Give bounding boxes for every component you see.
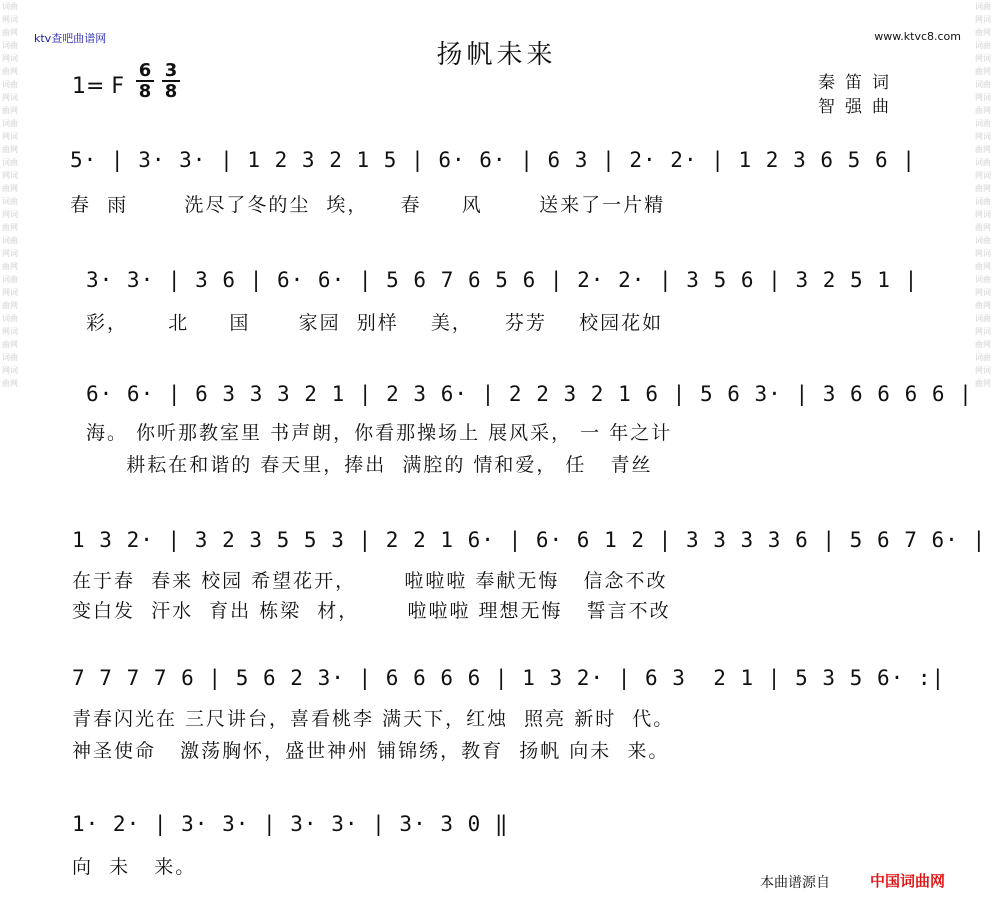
lyricist-credit: 秦笛词 <box>818 73 899 93</box>
system-4-lyrics-verse-2: 变白发 汗水 育出 栋梁 材， 啦啦啦 理想无悔 誓言不改 <box>72 600 671 622</box>
site-watermark-left: ktv查吧曲谱网 <box>34 32 107 45</box>
time-signature-2 <box>162 62 180 100</box>
system-2-notes: 3· 3· | 3 6 | 6· 6· | 5 6 7 6 5 6 | 2· 2· | 3 5 6 | 3 2 5 1 | <box>86 268 919 292</box>
time-signature-1 <box>136 62 154 100</box>
system-3-lyrics-verse-1: 海。 你听那教室里 书声朗，你看那操场上 展风采， 一 年之计 <box>86 422 673 444</box>
system-3-notes: 6· 6· | 6 3 3 3 2 1 | 2 3 6· | 2 2 3 2 1 6 | 5 6 3· | 3 6 6 6 6 | <box>86 382 973 406</box>
system-5-lyrics-verse-1: 青春闪光在 三尺讲台，喜看桃李 满天下，红烛 照亮 新时 代。 <box>72 708 675 730</box>
time-signature-1-bottom: 8 <box>138 81 152 102</box>
system-6-lyrics-verse-1: 向 未 来。 <box>72 856 197 878</box>
time-signature-2-bottom: 8 <box>164 81 178 102</box>
system-5-notes: 7 7 7 7 6 | 5 6 2 3· | 6 6 6 6 | 1 3 2· | 6 3 2 1 | 5 3 5 6· :| <box>72 666 946 690</box>
system-6-notes: 1· 2· | 3· 3· | 3· 3· | 3· 3 0 ‖ <box>72 812 509 836</box>
system-1-lyrics-verse-1: 春 雨 洗尽了冬的尘 埃， 春 风 送来了一片精 <box>70 194 666 216</box>
system-3-lyrics-verse-2: 耕耘在和谐的 春天里，捧出 满腔的 情和爱， 任 青丝 <box>86 454 653 476</box>
system-4-lyrics-verse-1: 在于春 春来 校园 希望花开， 啦啦啦 奉献无悔 信念不改 <box>72 570 668 592</box>
composer-credit: 智强曲 <box>818 97 899 117</box>
side-watermark-left: 词曲网词曲网词曲网词曲网词曲网词曲网词曲网词曲网词曲网词曲网词曲网词曲网词曲网词曲网词曲网词曲网词曲网词曲网词曲网词曲网 <box>2 2 18 388</box>
site-watermark-right: www.ktvc8.com <box>874 30 961 43</box>
source-site-link[interactable]: 中国词曲网 <box>870 872 946 890</box>
system-2-lyrics-verse-1: 彩， 北 国 家园 别样 美， 芬芳 校园花如 <box>86 312 664 334</box>
song-title: 扬帆未来 <box>436 40 557 70</box>
system-4-notes: 1 3 2· | 3 2 3 5 5 3 | 2 2 1 6· | 6· 6 1 2 | 3 3 3 3 6 | 5 6 7 6· | <box>72 528 987 552</box>
side-watermark-right: 词曲网词曲网词曲网词曲网词曲网词曲网词曲网词曲网词曲网词曲网词曲网词曲网词曲网词曲网词曲网词曲网词曲网词曲网词曲网词曲网 <box>975 2 991 388</box>
system-1-notes: 5· | 3· 3· | 1 2 3 2 1 5 | 6· 6· | 6 3 | 2· 2· | 1 2 3 6 5 6 | <box>70 148 916 172</box>
system-5-lyrics-verse-2: 神圣使命 激荡胸怀，盛世神州 铺锦绣，教育 扬帆 向未 来。 <box>72 740 670 762</box>
time-signature-1-top: 6 <box>138 60 152 81</box>
key-signature: 1= F <box>72 74 125 99</box>
source-label: 本曲谱源自 <box>760 875 830 891</box>
time-signature-2-top: 3 <box>164 60 178 81</box>
